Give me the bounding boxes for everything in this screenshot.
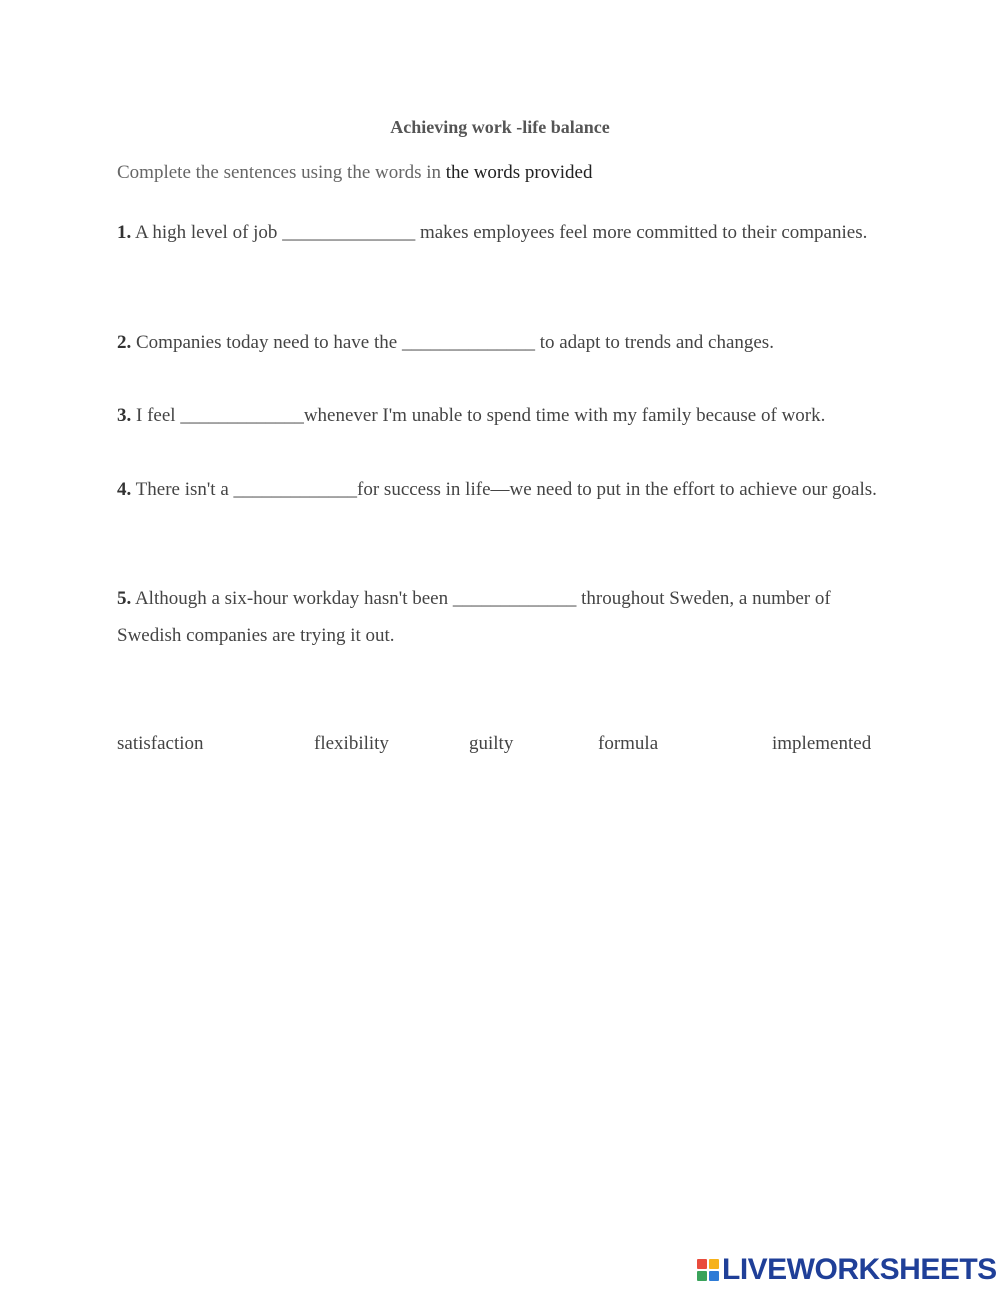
instructions bbox=[117, 162, 592, 184]
question-text-after: throughout Sweden, a number of Swedish companies are trying it out. bbox=[117, 588, 831, 646]
question-text-after: makes employees feel more committed to their companies. bbox=[415, 222, 868, 243]
logo-text: LIVEWORKSHEETS bbox=[722, 1253, 997, 1286]
answer-blank-1[interactable]: ______________ bbox=[282, 222, 416, 243]
logo-mark-square bbox=[709, 1271, 719, 1281]
question-5 bbox=[117, 580, 877, 654]
question-3 bbox=[117, 397, 877, 434]
question-number: 5. bbox=[117, 588, 132, 609]
instructions-text: Complete the sentences using the words in bbox=[117, 162, 446, 183]
question-1 bbox=[117, 214, 877, 251]
question-2 bbox=[117, 324, 877, 361]
word-bank-item: satisfaction bbox=[117, 733, 204, 754]
question-text-before: A high level of job bbox=[131, 222, 283, 243]
instructions-highlight: the words provided bbox=[445, 162, 593, 183]
question-text-before: Although a six-hour workday hasn't been bbox=[131, 588, 453, 609]
question-text-after: for success in life—we need to put in the effort to achieve our goals. bbox=[357, 479, 877, 500]
question-text-before: I feel bbox=[131, 405, 181, 426]
word-bank-item: formula bbox=[598, 733, 659, 754]
word-bank bbox=[117, 733, 887, 763]
question-number: 3. bbox=[117, 405, 132, 426]
question-text-before: Companies today need to have the bbox=[131, 332, 402, 353]
page-title: Achieving work -life balance bbox=[390, 117, 610, 137]
question-text-after: to adapt to trends and changes. bbox=[534, 332, 774, 353]
question-number: 4. bbox=[117, 479, 132, 500]
question-number: 2. bbox=[117, 332, 132, 353]
answer-blank-2[interactable]: ______________ bbox=[401, 332, 535, 353]
logo-mark-icon bbox=[697, 1259, 719, 1281]
answer-blank-3[interactable]: _____________ bbox=[180, 405, 304, 426]
word-bank-item: flexibility bbox=[314, 733, 389, 754]
liveworksheets-logo[interactable] bbox=[697, 1253, 997, 1287]
word-bank-item: implemented bbox=[772, 733, 872, 754]
word-bank-item: guilty bbox=[469, 733, 514, 754]
question-text-before: There isn't a bbox=[131, 479, 234, 500]
answer-blank-4[interactable]: _____________ bbox=[233, 479, 358, 500]
answer-blank-5[interactable]: _____________ bbox=[452, 588, 577, 609]
question-number: 1. bbox=[117, 222, 132, 243]
logo-mark-square bbox=[709, 1259, 719, 1269]
logo-mark-square bbox=[697, 1271, 707, 1281]
question-4 bbox=[117, 471, 877, 508]
question-text-after: whenever I'm unable to spend time with my family because of work. bbox=[303, 405, 826, 426]
logo-mark-square bbox=[697, 1259, 707, 1269]
